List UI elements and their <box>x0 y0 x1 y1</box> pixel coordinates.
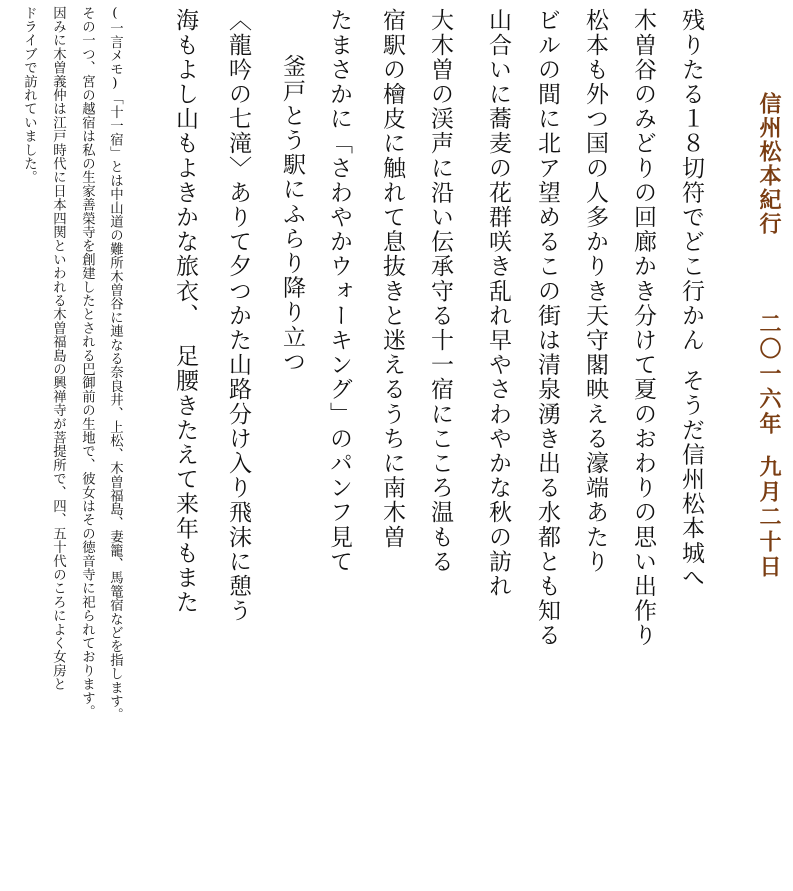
note-line-4: ドライブで訪れていました。 <box>21 6 37 185</box>
note-line-3: 因みに木曽義仲は江戸時代に日本四関といわれる木曽福島の興禅寺が菩提所で、四、五十代のころによく女房と <box>50 6 66 691</box>
poem-line-1: 残りたる１８切符でどこ行かんそうだ信州松本城へ <box>678 8 704 590</box>
document-title: 信州松本紀行 <box>756 92 782 236</box>
poem-line-5: 山合いに蕎麦の花群咲き乱れ早やさわやかな秋の訪れ <box>485 8 511 599</box>
poem-line-8: たまさかに「さわやかウォーキング」のパンフ見て <box>326 8 352 574</box>
note-line-2: その一つ、宮の越宿は私の生家善榮寺を創建したとされる巴御前の生地で、彼女はその徳音寺に祀られております。 <box>79 6 95 719</box>
poem-line-11: 海もよし山もよきかな旅衣、足腰きたえて来年もまた <box>172 8 198 615</box>
poem-line-7: 宿駅の檜皮に触れて息抜きと迷えるうちに南木曽 <box>379 8 405 550</box>
document-date <box>754 312 785 580</box>
poem-line-10: 〈龍吟の七滝〉ありて夕つかた山路分け入り飛沫に憩う <box>225 8 251 623</box>
note-line-1: (一言メモ)「十一宿」とは中山道の難所木曽谷に連なる奈良井、上松、木曽福島、妻籠、馬篭宿などを指します。 <box>107 6 123 722</box>
poem-line-2: 木曽谷のみどりの回廊かき分けて夏のおわりの思い出作り <box>630 8 656 648</box>
poem-line-6: 大木曽の渓声に沿い伝承守る十一宿にこころ温もる <box>427 8 453 574</box>
date-year: 二〇一六年 <box>756 312 782 437</box>
poem-line-4: ビルの間に北ア望めるこの街は清泉湧き出る水都とも知る <box>534 8 560 648</box>
date-day: 九月二十日 <box>756 455 782 580</box>
poem-line-3: 松本も外つ国の人多かりき天守閣映える濠端あたり <box>582 8 608 574</box>
poem-line-9: 釜戸とう駅にふらり降り立つ <box>279 54 305 374</box>
